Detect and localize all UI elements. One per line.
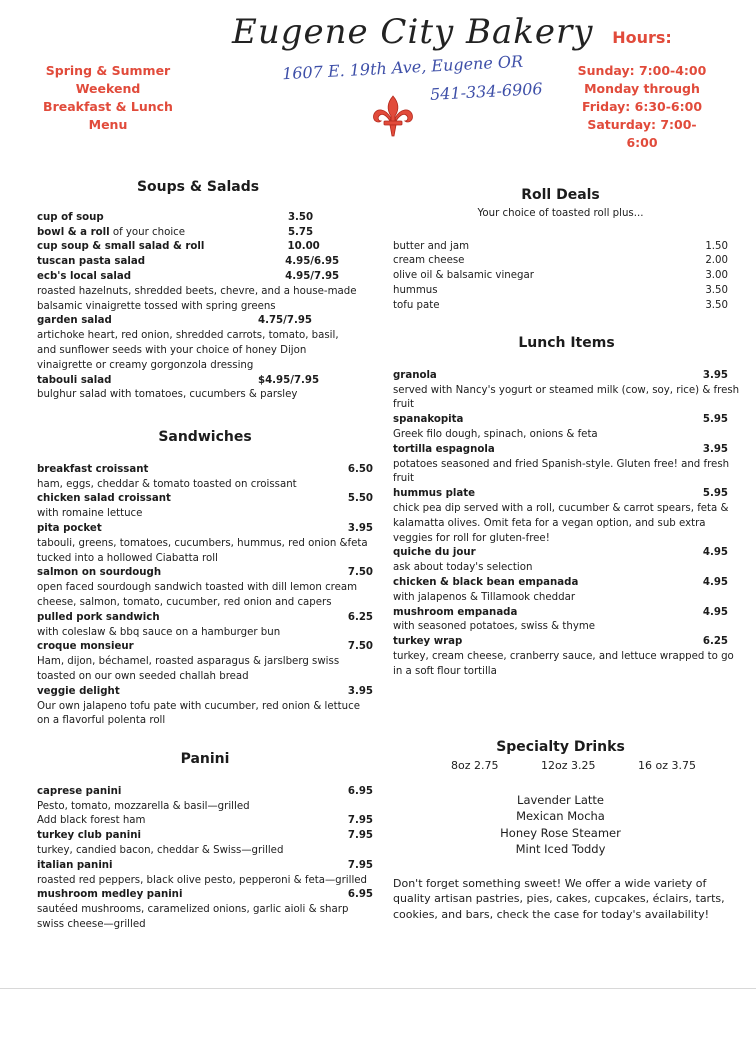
handwritten-address: 1607 E. 19th Ave, Eugene OR	[281, 51, 524, 84]
item-description: potatoes seasoned and fried Spanish-style. Gluten free! and fresh fruit	[393, 458, 730, 485]
item-description: Pesto, tomato, mozzarella & basil—grilled	[37, 800, 250, 812]
section-title: Lunch Items	[518, 335, 615, 351]
menu-item: tortilla espagnola 3.95	[393, 443, 728, 455]
roll-deals-section	[393, 188, 728, 314]
drink-item: Honey Rose Steamer	[500, 825, 621, 840]
item-description: open faced sourdough sandwich toasted with dill lemon cream cheese, salmon, tomato, cucumber, red onion and capers	[37, 582, 358, 608]
menu-item: tofu pate 3.50	[393, 299, 728, 311]
item-description: roasted red peppers, black olive pesto, pepperoni & feta—grilled	[37, 874, 368, 886]
drink-item: Mint Iced Toddy	[515, 842, 606, 857]
menu-item: granola 3.95	[393, 369, 728, 381]
menu-item: turkey wrap 6.25	[393, 636, 728, 648]
menu-item: hummus 3.50	[393, 284, 728, 296]
drink-sizes	[393, 759, 728, 774]
item-description: artichoke heart, red onion, shredded carrots, tomato, basil, and sunflower seeds with your choice of honey Dijon vinaigrette or creamy gorgonzola dressing	[37, 330, 339, 371]
section-title: Specialty Drinks	[496, 739, 625, 755]
menu-item: quiche du jour 4.95	[393, 547, 728, 559]
menu-item: italian panini 7.95	[37, 859, 373, 871]
drink-size: 16 oz 3.75	[638, 758, 696, 772]
item-description: turkey, candied bacon, cheddar & Swiss—grilled	[37, 844, 284, 856]
menu-item: spanakopita 5.95	[393, 414, 728, 426]
menu-item: Add black forest ham 7.95	[37, 815, 373, 827]
hours-line: Monday through	[584, 81, 700, 96]
drink-size: 12oz 3.25	[541, 758, 596, 772]
section-title: Soups & Salads	[136, 179, 260, 195]
soups-salads-section	[37, 180, 359, 403]
hours-line: Friday: 6:30-6:00	[581, 99, 703, 114]
menu-item: butter and jam 1.50	[393, 240, 728, 252]
menu-title-line: Spring & Summer	[45, 63, 171, 78]
menu-item: pulled pork sandwich 6.25	[37, 611, 373, 623]
item-description: ham, eggs, cheddar & tomato toasted on croissant	[37, 478, 297, 490]
menu-item: breakfast croissant 6.50	[37, 463, 373, 475]
section-title: Roll Deals	[521, 187, 600, 203]
page-bottom-margin	[0, 988, 756, 1040]
panini-section	[37, 752, 373, 933]
menu-item: cup of soup 3.50	[37, 211, 314, 223]
menu-item: turkey club panini 7.95	[37, 830, 373, 842]
item-description: Greek filo dough, spinach, onions & feta	[393, 428, 598, 440]
item-description: Ham, dijon, béchamel, roasted asparagus & jarslberg swiss toasted on our own seeded challah bread	[37, 656, 340, 682]
hours-line: Sunday: 7:00-4:00	[577, 63, 707, 78]
drink-size: 8oz 2.75	[451, 758, 499, 772]
fleur-de-lis-icon	[371, 94, 415, 138]
item-description: with jalapenos & Tillamook cheddar	[393, 591, 576, 603]
menu-item: veggie delight 3.95	[37, 685, 373, 697]
menu-item: chicken salad croissant 5.50	[37, 493, 373, 505]
item-description: turkey, cream cheese, cranberry sauce, and lettuce wrapped to go in a soft flour tortilla	[393, 650, 734, 677]
drink-list	[393, 792, 728, 858]
hours-line: Saturday: 7:00-6:00	[587, 117, 697, 150]
bakery-logo: Eugene City Bakery	[232, 12, 594, 52]
specialty-drinks-section	[393, 740, 728, 923]
item-description: roasted hazelnuts, shredded beets, chevre, and a house-made balsamic vinaigrette tossed with spring greens	[37, 285, 357, 312]
item-description: with romaine lettuce	[37, 508, 143, 520]
hours-block	[572, 62, 712, 152]
menu-item: chicken & black bean empanada 4.95	[393, 576, 728, 588]
menu-item: croque monsieur 7.50	[37, 641, 373, 653]
section-subtitle: Your choice of toasted roll plus...	[477, 207, 644, 219]
item-description: with coleslaw & bbq sauce on a hamburger bun	[37, 626, 281, 638]
menu-item: mushroom empanada 4.95	[393, 606, 728, 618]
handwritten-phone: 541-334-6906	[429, 79, 544, 104]
menu-title-line: Breakfast & Lunch	[43, 99, 173, 114]
item-description: with seasoned potatoes, swiss & thyme	[393, 621, 596, 633]
menu-item: cream cheese 2.00	[393, 255, 728, 267]
item-description: bulghur salad with tomatoes, cucumbers & parsley	[37, 389, 298, 401]
menu-item: cup soup & small salad & roll 10.00	[37, 241, 320, 253]
item-description: sautéed mushrooms, caramelized onions, garlic aioli & sharp swiss cheese—grilled	[37, 904, 349, 930]
menu-item: garden salad 4.75/7.95	[37, 315, 312, 327]
menu-title-block	[40, 62, 176, 134]
drink-item: Mexican Mocha	[516, 809, 605, 824]
lunch-items-section	[393, 336, 740, 680]
menu-item: caprese panini 6.95	[37, 785, 373, 797]
menu-title-line: Menu	[88, 117, 128, 132]
menu-item: bowl & a roll of your choice 5.75	[37, 226, 314, 238]
menu-item: olive oil & balsamic vinegar 3.00	[393, 270, 728, 282]
menu-item: hummus plate 5.95	[393, 488, 728, 500]
item-description: Our own jalapeno tofu pate with cucumber, red onion & lettuce on a flavorful polenta roll	[37, 700, 360, 727]
menu-item: tuscan pasta salad 4.95/6.95	[37, 256, 340, 268]
menu-item: mushroom medley panini 6.95	[37, 889, 373, 901]
section-title: Sandwiches	[158, 429, 252, 445]
section-title: Panini	[180, 751, 230, 767]
menu-item: tabouli salad $4.95/7.95	[37, 374, 320, 386]
item-description: ask about today's selection	[393, 562, 533, 574]
item-description: chick pea dip served with a roll, cucumber & carrot spears, feta & kalamatta olives. Omit feta for a vegan option, and sub extra veggies for roll for gluten-free!	[393, 502, 729, 544]
item-description: served with Nancy's yogurt or steamed milk (cow, soy, rice) & fresh fruit	[393, 384, 740, 411]
sandwiches-section	[37, 430, 373, 729]
item-description: tabouli, greens, tomatoes, cucumbers, hummus, red onion &feta tucked into a hollowed Ciabatta roll	[37, 537, 368, 564]
hours-title: Hours:	[612, 28, 672, 47]
menu-item: pita pocket 3.95	[37, 522, 373, 534]
menu-item: ecb's local salad 4.95/7.95	[37, 270, 340, 282]
dessert-note: Don't forget something sweet! We offer a wide variety of quality artisan pastries, pies, cakes, cupcakes, éclairs, tarts, cookies, and bars, check the case for today's availability!	[393, 876, 725, 922]
menu-title-line: Weekend	[75, 81, 141, 96]
menu-item: salmon on sourdough 7.50	[37, 567, 373, 579]
drink-item: Lavender Latte	[517, 792, 604, 807]
